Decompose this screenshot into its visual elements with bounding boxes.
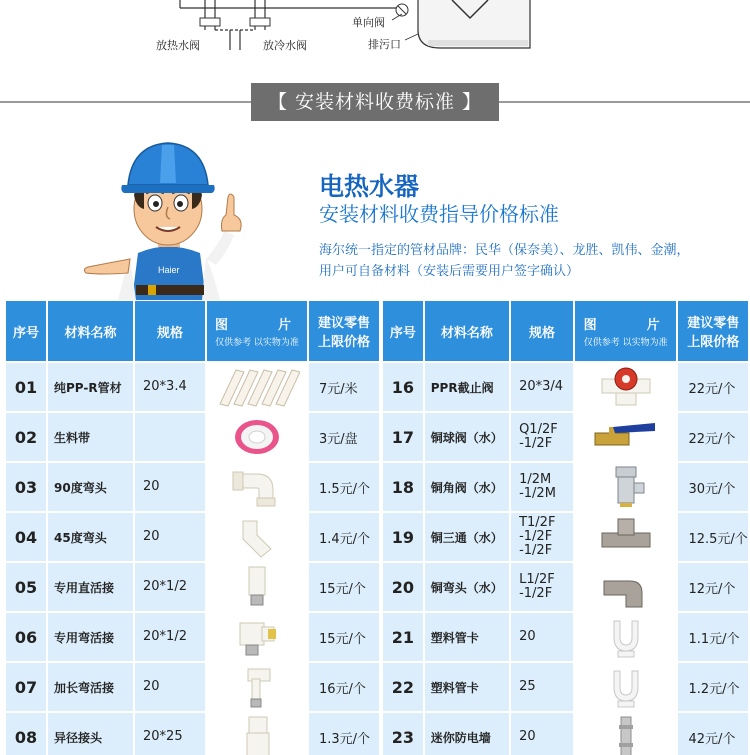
table-row (383, 713, 748, 755)
spec-line: -1/2F (519, 529, 553, 544)
elbow-90-icon (207, 466, 307, 508)
material-spec (511, 363, 573, 411)
table-row (383, 413, 748, 461)
material-name: 铜球阀（水） (425, 413, 509, 461)
material-picture (207, 363, 307, 411)
material-price: 22元/个 (678, 413, 748, 461)
material-price: 1.1元/个 (678, 613, 748, 661)
col-name-header: 材料名称 (48, 301, 133, 361)
spec-line: -1/2F (519, 543, 553, 558)
material-price: 22元/个 (678, 363, 748, 411)
col-price-header (309, 301, 379, 361)
material-picture (207, 563, 307, 611)
spec-line: 20 (143, 529, 160, 544)
material-price: 7元/米 (309, 363, 379, 411)
col-price-line-1: 建议零售 (317, 316, 370, 331)
material-spec (135, 363, 205, 411)
material-name: 塑料管卡 (425, 663, 509, 711)
row-number: 18 (383, 463, 423, 511)
material-name: 铜三通（水） (425, 513, 509, 561)
row-number: 23 (383, 713, 423, 755)
spec-line: 20 (519, 629, 536, 644)
section-title: 【 安装材料收费标准 】 (251, 83, 499, 121)
material-spec (511, 463, 573, 511)
material-name: 纯PP-R管材 (48, 363, 133, 411)
material-price: 15元/个 (309, 563, 379, 611)
table-row (6, 413, 379, 461)
angle-valve-icon (575, 465, 677, 509)
row-number: 22 (383, 663, 423, 711)
heater-title: 电热水器 (319, 172, 420, 201)
material-picture (207, 713, 307, 755)
materials-table-right (381, 299, 750, 755)
table-row (6, 563, 379, 611)
table-row (6, 463, 379, 511)
spec-line: T1/2F (519, 515, 556, 530)
material-picture (207, 613, 307, 661)
material-spec (135, 463, 205, 511)
row-number: 02 (6, 413, 46, 461)
material-picture (575, 363, 677, 411)
material-name: 加长弯活接 (48, 663, 133, 711)
row-number: 21 (383, 613, 423, 661)
col-pic-title: 图 片 (583, 318, 668, 333)
col-no-header: 序号 (383, 301, 423, 361)
material-price: 12元/个 (678, 563, 748, 611)
spec-line: -1/2F (519, 586, 553, 601)
material-spec (511, 513, 573, 561)
table-row (6, 363, 379, 411)
material-picture (575, 413, 677, 461)
table-row (6, 713, 379, 755)
col-spec-header: 规格 (511, 301, 573, 361)
row-number: 01 (6, 363, 46, 411)
material-picture (575, 563, 677, 611)
material-picture (207, 663, 307, 711)
col-price-line-2: 上限价格 (317, 335, 370, 350)
col-pic-subtitle: 仅供参考 以实物为准 (583, 338, 668, 348)
row-number: 05 (6, 563, 46, 611)
ball-valve-icon (575, 417, 677, 457)
spec-line: 20 (519, 729, 536, 744)
elbow-union-icon (207, 615, 307, 659)
material-picture (575, 513, 677, 561)
stop-valve-icon (575, 365, 677, 409)
table-row (383, 513, 748, 561)
elbow-45-icon (207, 515, 307, 559)
material-name: 生料带 (48, 413, 133, 461)
material-picture (207, 413, 307, 461)
col-pic-subtitle: 仅供参考 以实物为准 (215, 338, 299, 348)
col-price-header (678, 301, 748, 361)
material-picture (575, 713, 677, 755)
material-picture (575, 613, 677, 661)
apron-brand: Haier (158, 265, 180, 275)
material-price: 3元/盘 (309, 413, 379, 461)
material-name: 专用弯活接 (48, 613, 133, 661)
material-spec (511, 613, 573, 661)
anti-shock-wall-icon (575, 715, 677, 755)
table-header-row (6, 301, 379, 361)
reducer-icon (207, 715, 307, 755)
row-number: 17 (383, 413, 423, 461)
col-name-header: 材料名称 (425, 301, 509, 361)
spec-line: Q1/2F (519, 422, 558, 437)
straight-union-icon (207, 565, 307, 609)
table-row (383, 463, 748, 511)
spec-line: 20*3/4 (519, 379, 564, 394)
long-elbow-union-icon (207, 665, 307, 709)
table-row (6, 663, 379, 711)
material-name: 迷你防电墙 (425, 713, 509, 755)
col-pic-header (207, 301, 307, 361)
spec-line: 1/2M (519, 472, 552, 487)
material-name: 铜角阀（水） (425, 463, 509, 511)
material-price: 1.3元/个 (309, 713, 379, 755)
table-row (383, 563, 748, 611)
material-price: 30元/个 (678, 463, 748, 511)
material-price: 1.4元/个 (309, 513, 379, 561)
material-price: 1.5元/个 (309, 463, 379, 511)
worker-mascot-icon (78, 135, 258, 300)
material-spec (135, 713, 205, 755)
spec-line: 20*3.4 (143, 379, 187, 394)
brand-note (319, 240, 749, 282)
material-name: 45度弯头 (48, 513, 133, 561)
col-no-header: 序号 (6, 301, 46, 361)
material-spec (511, 413, 573, 461)
pipe-clip-icon (575, 615, 677, 659)
row-number: 20 (383, 563, 423, 611)
material-picture (207, 513, 307, 561)
pipe-clip-icon (575, 665, 677, 709)
row-number: 08 (6, 713, 46, 755)
material-name: 异径接头 (48, 713, 133, 755)
brand-note-line-1: 海尔统一指定的管材品牌：民华（保奈美）、龙胜、凯伟、金潮， (319, 243, 690, 258)
material-name: PPR截止阀 (425, 363, 509, 411)
material-name: 铜弯头（水） (425, 563, 509, 611)
spec-line: 25 (519, 679, 536, 694)
spec-line: L1/2F (519, 572, 555, 587)
material-spec (511, 563, 573, 611)
material-spec (511, 663, 573, 711)
heat-valve-label: 放热水阀 (156, 39, 200, 52)
table-row (383, 663, 748, 711)
spec-line: 20 (143, 679, 160, 694)
materials-table-left (4, 299, 381, 755)
material-name: 90度弯头 (48, 463, 133, 511)
table-header-row (383, 301, 748, 361)
material-picture (575, 463, 677, 511)
table-row (6, 613, 379, 661)
col-pic-title: 图 片 (214, 318, 299, 333)
material-spec (135, 613, 205, 661)
spec-line: 20*25 (143, 729, 183, 744)
spec-line: -1/2M (519, 486, 556, 501)
spec-line: 20*1/2 (143, 579, 187, 594)
material-name: 专用直活接 (48, 563, 133, 611)
cold-valve-label: 放冷水阀 (263, 39, 307, 52)
spec-line: 20*1/2 (143, 629, 187, 644)
material-spec (511, 713, 573, 755)
ptfe-tape-icon (207, 416, 307, 458)
material-price: 12.5元/个 (678, 513, 748, 561)
row-number: 16 (383, 363, 423, 411)
col-spec-header: 规格 (135, 301, 205, 361)
row-number: 03 (6, 463, 46, 511)
check-valve-label: 单向阀 (352, 16, 385, 29)
row-number: 19 (383, 513, 423, 561)
col-pic-header (575, 301, 677, 361)
material-spec (135, 563, 205, 611)
material-price: 42元/个 (678, 713, 748, 755)
installation-diagram (0, 0, 750, 60)
row-number: 06 (6, 613, 46, 661)
material-spec (135, 513, 205, 561)
brass-elbow-icon (575, 565, 677, 609)
material-price: 1.2元/个 (678, 663, 748, 711)
drain-label: 排污口 (368, 38, 401, 51)
heater-subtitle: 安装材料收费指导价格标准 (319, 202, 559, 226)
material-name: 塑料管卡 (425, 613, 509, 661)
material-spec (135, 413, 205, 461)
table-row (383, 363, 748, 411)
col-price-line-2: 上限价格 (687, 335, 740, 350)
material-picture (575, 663, 677, 711)
row-number: 07 (6, 663, 46, 711)
material-price: 15元/个 (309, 613, 379, 661)
table-row (6, 513, 379, 561)
material-spec (135, 663, 205, 711)
pipes-icon (207, 366, 307, 408)
material-picture (207, 463, 307, 511)
brass-tee-icon (575, 515, 677, 559)
col-price-line-1: 建议零售 (687, 316, 740, 331)
spec-line: 20 (143, 479, 160, 494)
material-price: 16元/个 (309, 663, 379, 711)
spec-line: -1/2F (519, 436, 553, 451)
brand-note-line-2: 用户可自备材料（安装后需要用户签字确认） (319, 264, 580, 279)
row-number: 04 (6, 513, 46, 561)
table-row (383, 613, 748, 661)
